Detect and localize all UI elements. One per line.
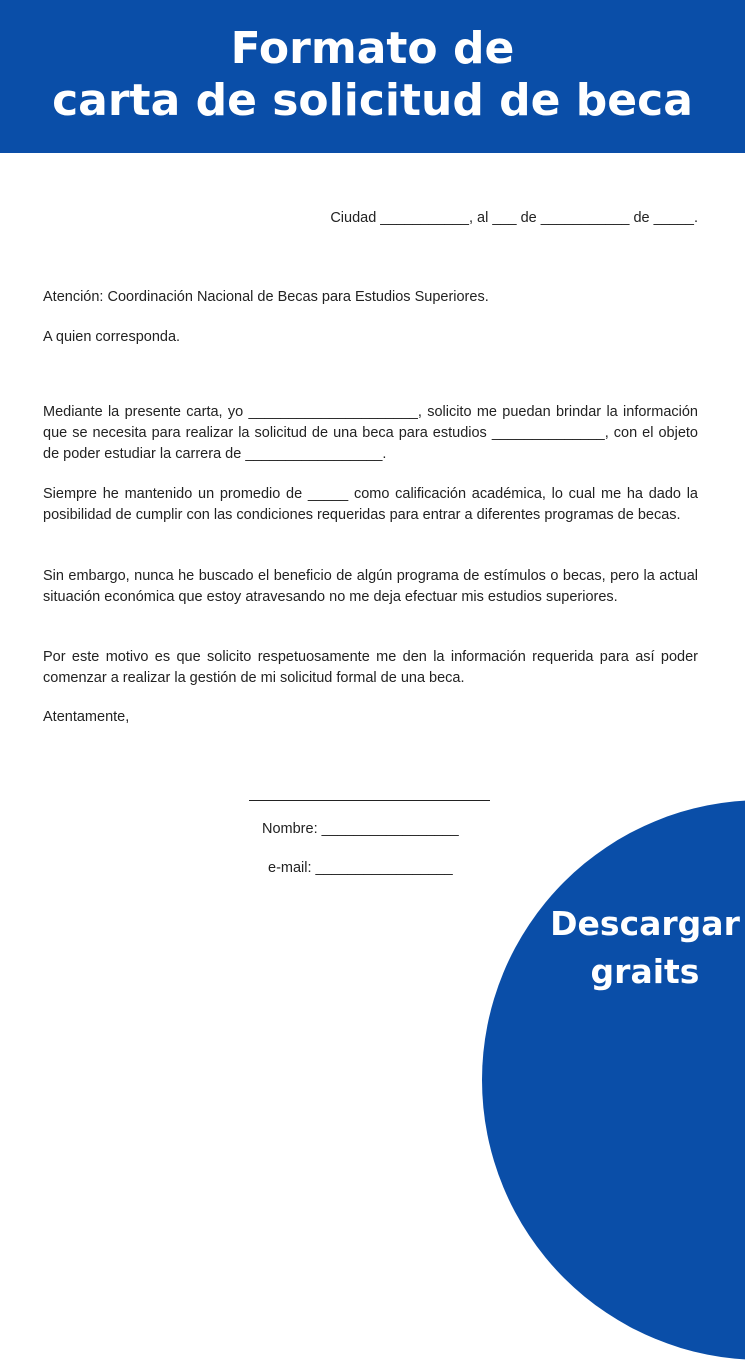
letter-paragraph-4: Por este motivo es que solicito respetuosamente me den la información requerida para así poder comenzar a realizar la gestión de mi solicitud formal de una beca. — [43, 649, 698, 686]
letter-paragraph-2: Siempre he mantenido un promedio de _____ como calificación académica, lo cual me ha dado la posibilidad de cumplir con las condiciones requeridas para entrar a diferentes programas de becas. — [43, 486, 698, 523]
letter-paragraph-3: Sin embargo, nunca he buscado el beneficio de algún programa de estímulos o becas, pero la actual situación económica que estoy atravesando no me deja efectuar mis estudios superiores. — [43, 568, 698, 605]
letter-date-line: Ciudad ___________, al ___ de ___________ de _____. — [330, 210, 698, 226]
banner-title-line1: Formato de — [230, 22, 515, 74]
cta-circle-background — [482, 800, 745, 1360]
header-banner — [0, 0, 745, 153]
email-field: e-mail: _________________ — [268, 860, 453, 876]
letter-paragraph-1: Mediante la presente carta, yo _____________________, solicito me puedan brindar la información que se necesita para realizar la solicitud de una beca para estudios ______________, con el objeto de poder estudiar la carrera de _________________. — [43, 404, 698, 462]
name-field: Nombre: _________________ — [262, 821, 459, 837]
download-button[interactable] — [545, 900, 745, 996]
download-button-line2: graits — [590, 952, 700, 991]
download-button-line1: Descargar — [550, 904, 740, 943]
letter-attention: Atención: Coordinación Nacional de Becas para Estudios Superiores. — [43, 289, 489, 305]
letter-closing: Atentamente, — [43, 709, 130, 725]
banner-title-line2: carta de solicitud de beca — [52, 74, 693, 126]
letter-greeting: A quien corresponda. — [43, 329, 181, 345]
signature-line — [249, 800, 490, 801]
